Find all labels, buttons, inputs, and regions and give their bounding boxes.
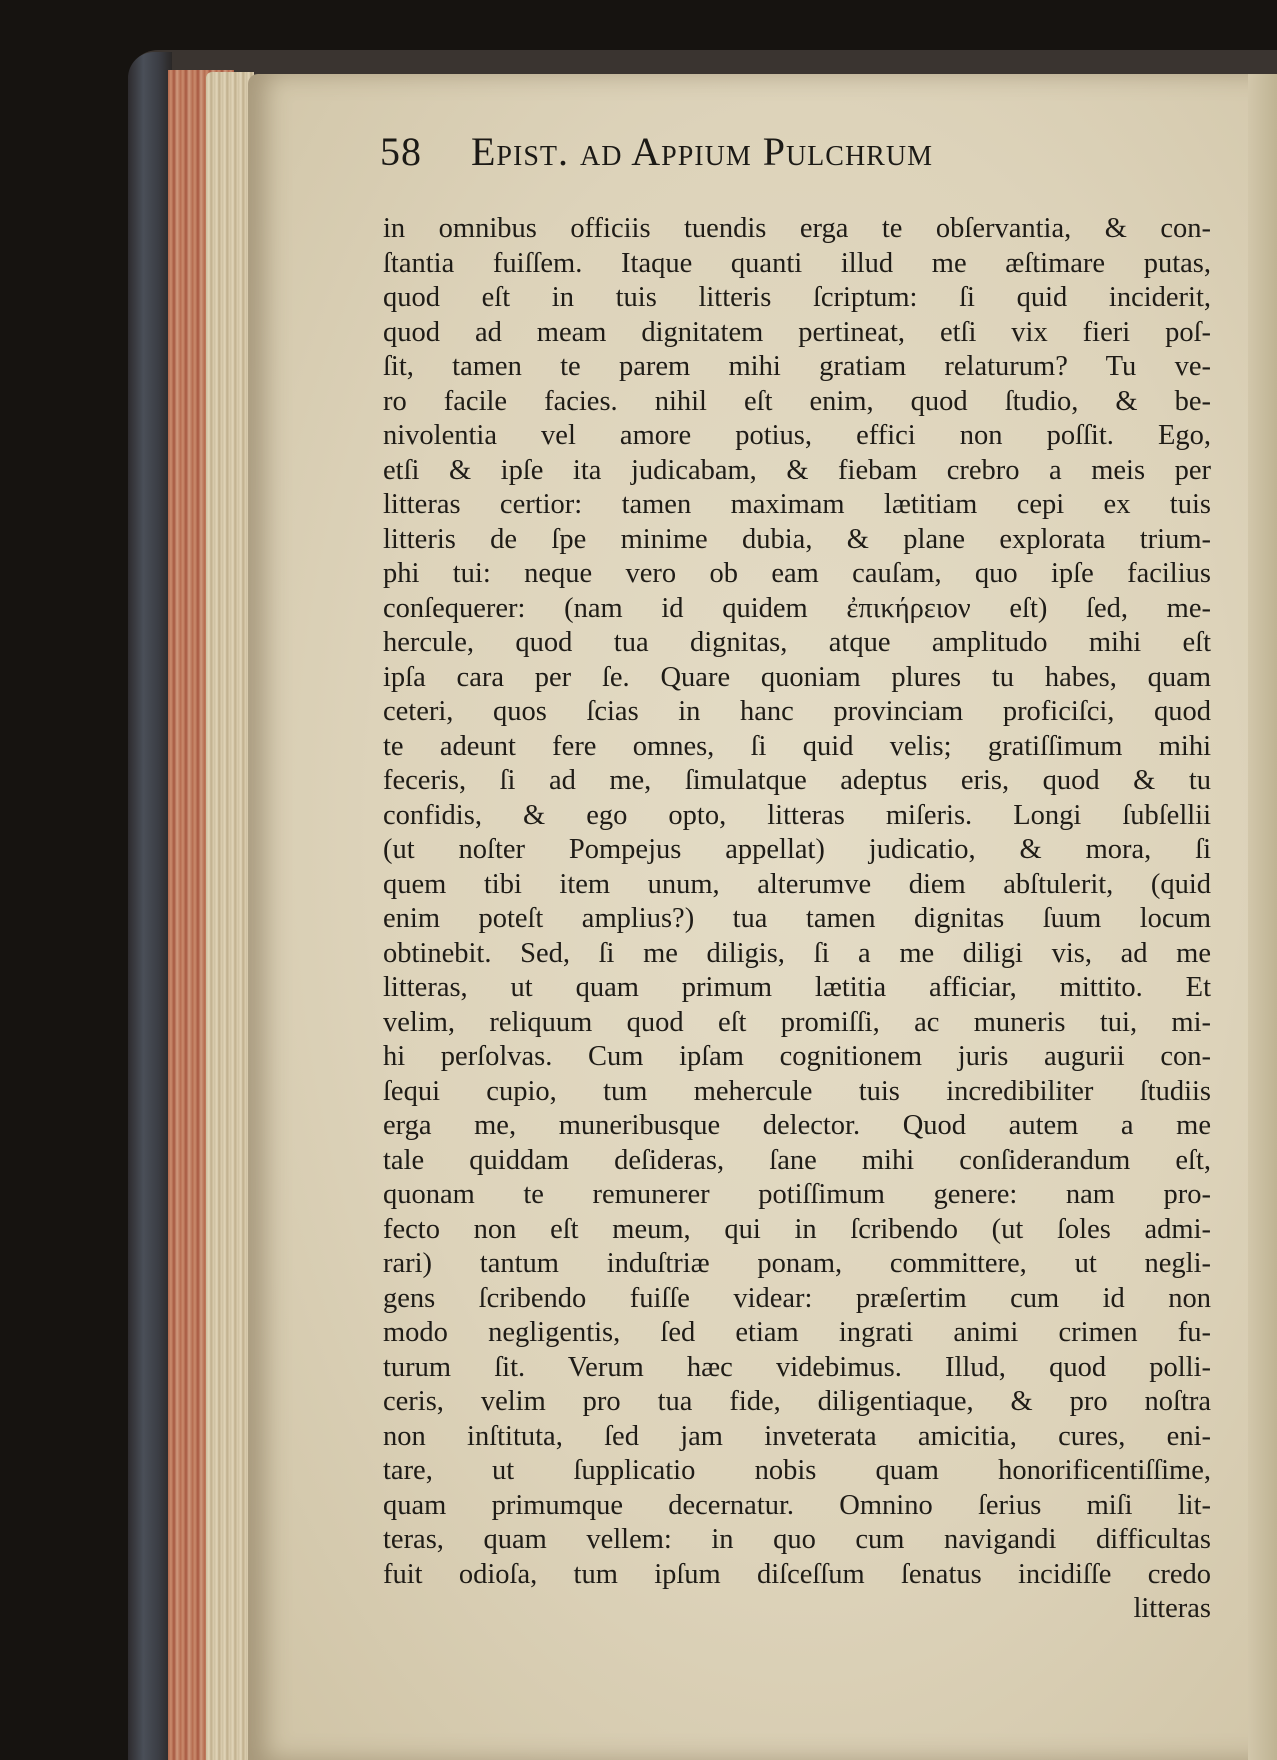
text-line: phi tui: neque vero ob eam cauſam, quo ipſe facilius — [383, 558, 1211, 589]
text-line: quod ad meam dignitatem pertineat, etſi vix fieri poſ- — [383, 316, 1211, 348]
text-line: litteras certior: tamen maximam lætitiam cepi ex tuis — [383, 489, 1211, 520]
text-line: in omnibus officiis tuendis erga te obſervantia, & con- — [383, 213, 1211, 244]
page-right-edge — [1248, 74, 1277, 1760]
text-line: ceris, velim pro tua fide, diligentiaque, & pro noſtra — [383, 1386, 1211, 1417]
text-line: litteras, ut quam primum lætitia afficiar, mittito. Et — [383, 972, 1211, 1003]
text-line: erga me, muneribusque delector. Quod autem a me — [383, 1110, 1211, 1141]
text-line: quod eſt in tuis litteris ſcriptum: ſi quid inciderit, — [383, 282, 1211, 313]
text-line: ſequi cupio, tum mehercule tuis incredibiliter ſtudiis — [383, 1075, 1211, 1107]
text-line: ſtantia fuiſſem. Itaque quanti illud me æſtimare putas, — [383, 247, 1211, 279]
text-line: modo negligentis, ſed etiam ingrati animi crimen fu- — [383, 1317, 1211, 1348]
text-line: hercule, quod tua dignitas, atque amplitudo mihi eſt — [383, 627, 1211, 658]
text-line: ipſa cara per ſe. Quare quoniam plures tu habes, quam — [383, 661, 1211, 693]
text-line: teras, quam vellem: in quo cum navigandi difficultas — [383, 1524, 1211, 1555]
text-line: tale quiddam deſideras, ſane mihi conſiderandum eſt, — [383, 1144, 1211, 1176]
text-line: etſi & ipſe ita judicabam, & fiebam crebro a meis per — [383, 454, 1211, 486]
text-line: feceris, ſi ad me, ſimulatque adeptus eris, quod & tu — [383, 765, 1211, 796]
text-line: non inſtituta, ſed jam inveterata amicitia, cures, eni- — [383, 1420, 1211, 1452]
text-line: nivolentia vel amore potius, effici non poſſit. Ego, — [383, 420, 1211, 451]
text-line: obtinebit. Sed, ſi me diligis, ſi a me diligi vis, ad me — [383, 937, 1211, 969]
text-line: rari) tantum induſtriæ ponam, committere, ut negli- — [383, 1248, 1211, 1279]
text-line: fuit odioſa, tum ipſum diſceſſum ſenatus incidiſſe credo — [383, 1558, 1211, 1590]
text-line: ceteri, quos ſcias in hanc provinciam proficiſci, quod — [383, 696, 1211, 727]
text-line: quonam te remunerer potiſſimum genere: nam pro- — [383, 1179, 1211, 1210]
text-line: quam primumque decernatur. Omnino ſerius miſi lit- — [383, 1489, 1211, 1521]
text-line: velim, reliquum quod eſt promiſſi, ac muneris tui, mi- — [383, 1006, 1211, 1038]
text-line: hi perſolvas. Cum ipſam cognitionem juris augurii con- — [383, 1041, 1211, 1072]
text-line: turum ſit. Verum hæc videbimus. Illud, quod polli- — [383, 1351, 1211, 1383]
running-title: Epist. ad Appium Pulchrum — [471, 129, 933, 174]
text-line: fecto non eſt meum, qui in ſcribendo (ut ſoles admi- — [383, 1213, 1211, 1245]
text-line: gens ſcribendo fuiſſe videar: præſertim cum id non — [383, 1282, 1211, 1314]
text-line: tare, ut ſupplicatio nobis quam honorificentiſſime, — [383, 1455, 1211, 1486]
page-number: 58 — [380, 129, 422, 174]
running-header — [380, 128, 1100, 188]
text-line: enim poteſt amplius?) tua tamen dignitas ſuum locum — [383, 903, 1211, 934]
text-line: ſit, tamen te parem mihi gratiam relaturum? Tu ve- — [383, 351, 1211, 382]
text-line: quem tibi item unum, alterumve diem abſtulerit, (quid — [383, 868, 1211, 900]
text-line: (ut noſter Pompejus appellat) judicatio, & mora, ſi — [383, 834, 1211, 865]
text-line: confidis, & ego opto, litteras miſeris. Longi ſubſellii — [383, 799, 1211, 831]
text-line: te adeunt fere omnes, ſi quid velis; gratiſſimum mihi — [383, 730, 1211, 762]
body-text — [383, 212, 1211, 1627]
text-line: ro facile facies. nihil eſt enim, quod ſtudio, & be- — [383, 385, 1211, 417]
book-cover-edge — [128, 52, 172, 1760]
text-line: conſequerer: (nam id quidem ἐπικήρειον eſt) ſed, me- — [383, 592, 1211, 624]
catchword: litteras — [1133, 1593, 1211, 1624]
page-stack — [206, 72, 254, 1760]
text-line: litteris de ſpe minime dubia, & plane explorata trium- — [383, 523, 1211, 555]
